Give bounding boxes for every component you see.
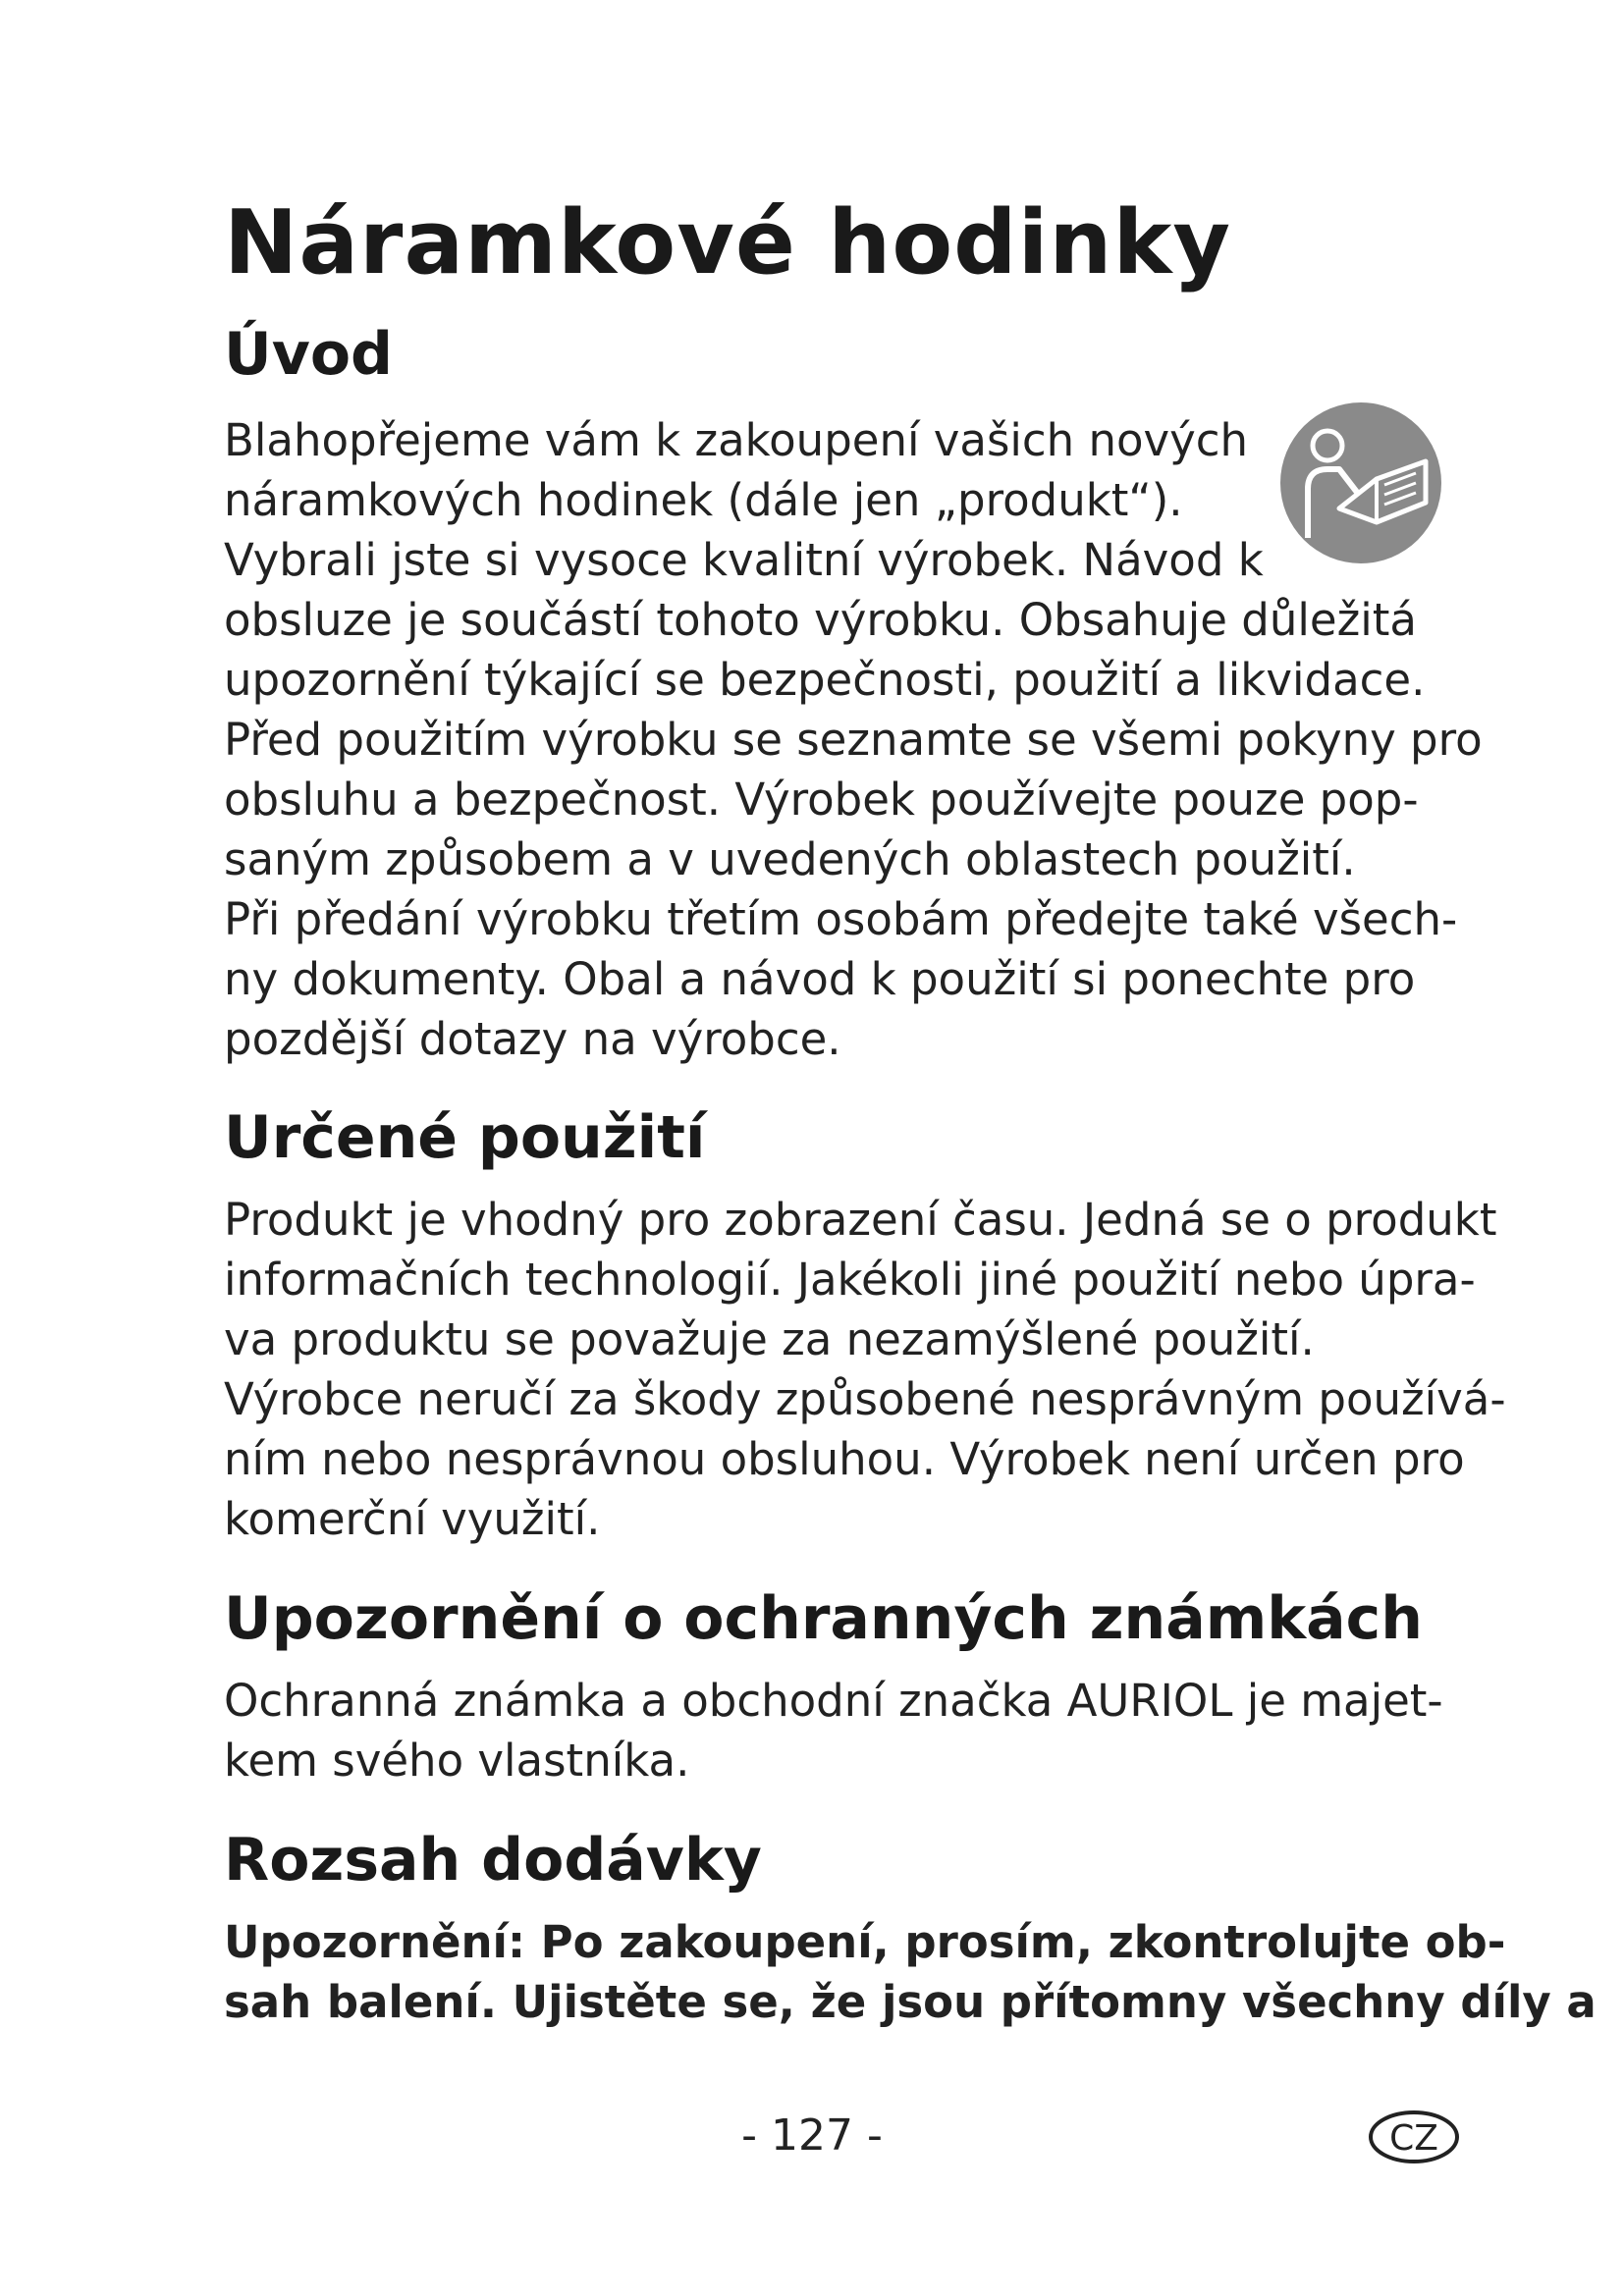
section-heading-uvod: Úvod [224,320,394,389]
note-label: Upozornění: [224,1916,525,1968]
text-line: obsluze je součástí tohoto výrobku. Obsahuje důležitá [224,594,1417,646]
section-heading-ochranne-znamky: Upozornění o ochranných známkách [224,1584,1423,1653]
text-line: Před použitím výrobku se seznamte se všemi pokyny pro [224,714,1483,766]
text-line: upozornění týkající se bezpečnosti, použití a likvidace. [224,654,1426,706]
text-line: Blahopřejeme vám k zakoupení vašich nových [224,414,1249,466]
language-code: CZ [1389,2118,1438,2159]
text-fragment: Po zakoupení, prosím, zkontrolujte ob- [524,1916,1506,1968]
text-line: Produkt je vhodný pro zobrazení času. Jedná se o produkt [224,1194,1497,1246]
text-line: Výrobce neručí za škody způsobené nesprávným používá- [224,1373,1506,1425]
text-line: Vybrali jste si vysoce kvalitní výrobek. Návod k [224,534,1264,586]
section-heading-urcene-pouziti: Určené použití [224,1103,706,1172]
text-line: obsluhu a bezpečnost. Výrobek používejte pouze pop- [224,774,1419,826]
text-line: va produktu se považuje za nezamýšlené použití. [224,1313,1315,1365]
read-manual-icon [1278,400,1443,565]
text-line: pozdější dotazy na výrobce. [224,1013,841,1065]
page-number: - 127 - [741,2110,883,2161]
text-line: Při předání výrobku třetím osobám předejte také všech- [224,893,1458,945]
language-badge [1367,2109,1461,2165]
text-line: kem svého vlastníka. [224,1735,690,1787]
text-line: komerční využití. [224,1493,601,1545]
text-line: saným způsobem a v uvedených oblastech použití. [224,833,1356,885]
text-line [224,1912,1597,1972]
text-line: informačních technologií. Jakékoli jiné použití nebo úpra- [224,1254,1476,1306]
text-line: sah balení. Ujistěte se, že jsou přítomny všechny díly a [224,1976,1597,2028]
section-heading-rozsah-dodavky: Rozsah dodávky [224,1826,762,1895]
text-line: ním nebo nesprávnou obsluhou. Výrobek není určen pro [224,1433,1465,1485]
text-line: ny dokumenty. Obal a návod k použití si ponechte pro [224,953,1416,1005]
page-title: Náramkové hodinky [224,191,1232,294]
text-line: Ochranná známka a obchodní značka AURIOL je majet- [224,1675,1443,1727]
section-body-rozsah-dodavky [224,1912,1597,2032]
section-body-urcene-pouziti [224,1190,1506,1549]
section-body-ochranne-znamky [224,1671,1443,1790]
text-line: náramkových hodinek (dále jen „produkt“). [224,474,1183,526]
